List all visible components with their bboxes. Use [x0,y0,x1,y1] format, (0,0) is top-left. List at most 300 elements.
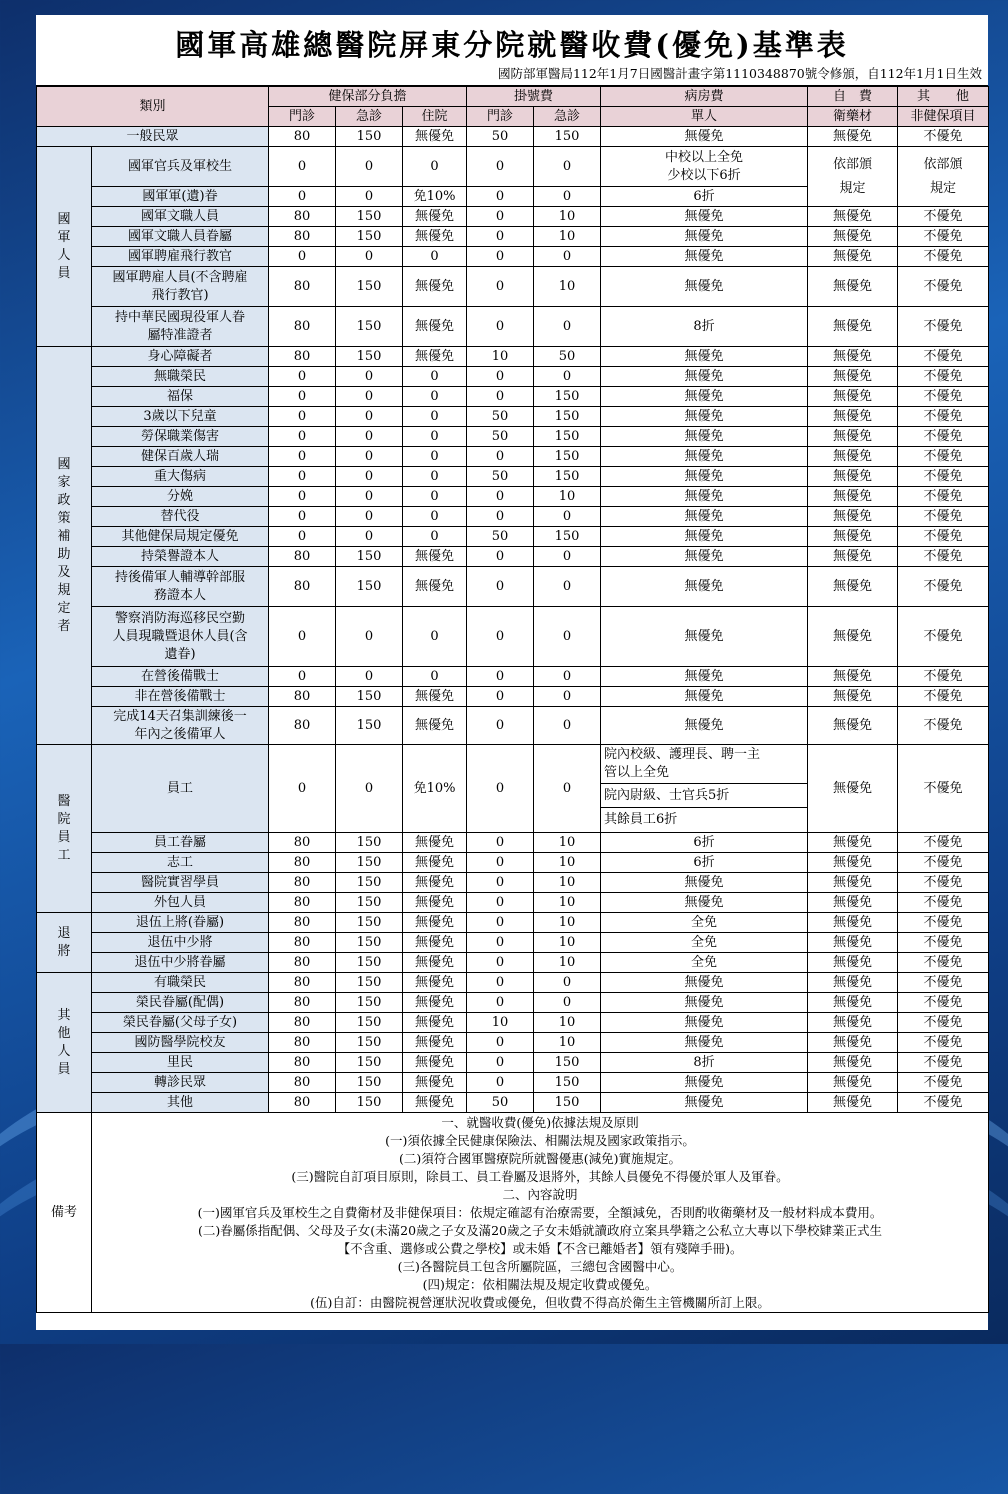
table-row [37,745,989,833]
inpatient-copay: 無優免 [403,893,467,913]
self-pay-supplies: 無優免 [808,853,898,873]
non-nhi-items: 不優免 [898,833,989,853]
reg-emergency: 0 [534,993,601,1013]
ward-fee: 無優免 [601,993,808,1013]
outpatient-copay: 80 [269,207,336,227]
self-pay-line: 規定 [839,180,866,196]
inpatient-copay: 無優免 [403,1033,467,1053]
outpatient-copay: 80 [269,993,336,1013]
reg-outpatient: 0 [467,147,534,187]
non-nhi-items: 不優免 [898,387,989,407]
reg-emergency: 0 [534,973,601,993]
self-pay-supplies: 無優免 [808,1033,898,1053]
category-name-line: 榮民眷屬(配偶) [135,994,225,1010]
category-name-line: 持榮譽證本人 [141,548,220,564]
reg-outpatient: 0 [467,993,534,1013]
table-row [37,833,989,853]
group-label-other: 其他人員 [37,973,92,1113]
non-nhi-items [898,147,989,207]
emergency-copay: 150 [336,953,403,973]
category-name [92,933,269,953]
non-nhi-items: 不優免 [898,745,989,833]
self-pay-supplies: 無優免 [808,267,898,307]
notes-body [92,1113,989,1313]
emergency-copay: 150 [336,1073,403,1093]
outpatient-copay: 80 [269,567,336,607]
non-nhi-items: 不優免 [898,547,989,567]
emergency-copay: 0 [336,607,403,667]
outpatient-copay: 80 [269,307,336,347]
table-row [37,427,989,447]
self-pay-supplies: 無優免 [808,547,898,567]
table-row [37,1053,989,1073]
outpatient-copay: 80 [269,893,336,913]
non-nhi-items: 不優免 [898,227,989,247]
ward-fee: 無優免 [601,127,808,147]
reg-outpatient: 0 [467,307,534,347]
category-name-line: 福保 [167,388,194,404]
category-name [92,687,269,707]
table-row [37,567,989,607]
category-name-line: 務證本人 [154,587,207,603]
outpatient-copay: 80 [269,1073,336,1093]
ward-fee: 無優免 [601,893,808,913]
non-nhi-items: 不優免 [898,127,989,147]
self-pay-supplies: 無優免 [808,687,898,707]
category-name [92,953,269,973]
category-name [92,347,269,367]
non-nhi-items: 不優免 [898,527,989,547]
table-row [37,1073,989,1093]
ward-fee: 無優免 [601,873,808,893]
category-name-line: 重大傷病 [154,468,207,484]
category-name-line: 在營後備戰士 [141,668,220,684]
emergency-copay: 150 [336,1033,403,1053]
reg-emergency: 0 [534,687,601,707]
inpatient-copay: 無優免 [403,127,467,147]
table-row [37,527,989,547]
category-name-line: 外包人員 [154,894,207,910]
inpatient-copay: 0 [403,247,467,267]
non-nhi-items: 不優免 [898,467,989,487]
inpatient-copay: 無優免 [403,833,467,853]
category-name [92,853,269,873]
emergency-copay: 150 [336,993,403,1013]
category-name-line: 志工 [167,854,194,870]
self-pay-supplies: 無優免 [808,1013,898,1033]
category-name: 一般民眾 [37,127,269,147]
reg-emergency: 10 [534,873,601,893]
table-row [37,913,989,933]
emergency-copay: 150 [336,207,403,227]
category-name [92,527,269,547]
inpatient-copay: 無優免 [403,1093,467,1113]
table-row [37,1093,989,1113]
self-pay-supplies: 無優免 [808,1093,898,1113]
category-name-line: 國軍文職人員 [141,208,220,224]
ward-fee: 無優免 [601,387,808,407]
reg-emergency: 0 [534,745,601,833]
reg-emergency: 150 [534,407,601,427]
reg-emergency: 10 [534,893,601,913]
table-row [37,227,989,247]
outpatient-copay: 0 [269,247,336,267]
emergency-copay: 150 [336,227,403,247]
non-nhi-items: 不優免 [898,1053,989,1073]
emergency-copay: 150 [336,547,403,567]
ward-fee: 6折 [601,833,808,853]
category-name-line: 里民 [167,1054,194,1070]
reg-outpatient: 0 [467,247,534,267]
category-name [92,1093,269,1113]
emergency-copay: 150 [336,127,403,147]
inpatient-copay: 0 [403,467,467,487]
reg-outpatient: 10 [467,1013,534,1033]
inpatient-copay: 無優免 [403,973,467,993]
header-single-room: 單人 [601,107,808,127]
inpatient-copay: 無優免 [403,913,467,933]
emergency-copay: 150 [336,1053,403,1073]
non-nhi-items: 不優免 [898,1033,989,1053]
inpatient-copay: 0 [403,527,467,547]
category-name [92,547,269,567]
emergency-copay: 150 [336,687,403,707]
table-row [37,487,989,507]
ward-fee: 全免 [601,953,808,973]
reg-emergency: 0 [534,247,601,267]
self-pay-supplies: 無優免 [808,973,898,993]
category-name: 國軍軍(遺)眷 [92,187,269,207]
reg-emergency: 10 [534,953,601,973]
reg-outpatient: 0 [467,1073,534,1093]
self-pay-supplies: 無優免 [808,1073,898,1093]
reg-emergency: 150 [534,467,601,487]
non-nhi-items: 不優免 [898,567,989,607]
reg-emergency: 10 [534,267,601,307]
reg-outpatient: 50 [467,427,534,447]
header-reg-emergency: 急診 [534,107,601,127]
ward-fee-tier: 其餘員工6折 [604,811,678,827]
reg-outpatient: 0 [467,207,534,227]
reg-outpatient: 0 [467,447,534,467]
reg-emergency: 10 [534,853,601,873]
ward-fee: 無優免 [601,407,808,427]
category-name-line: 飛行教官) [151,287,209,303]
emergency-copay: 0 [336,187,403,207]
category-name-line: 其他健保局規定優免 [121,528,239,544]
non-nhi-items: 不優免 [898,913,989,933]
emergency-copay: 150 [336,707,403,745]
inpatient-copay: 無優免 [403,567,467,607]
non-nhi-items: 不優免 [898,993,989,1013]
ward-fee-tier: 院內尉級、士官兵5折 [601,784,807,808]
non-nhi-items: 不優免 [898,893,989,913]
non-nhi-items: 不優免 [898,873,989,893]
category-name [92,873,269,893]
table-row [37,973,989,993]
reg-outpatient: 0 [467,607,534,667]
table-row [37,687,989,707]
self-pay-supplies: 無優免 [808,467,898,487]
category-name-line: 勞保職業傷害 [141,428,220,444]
note-line: (二)須符合國軍醫療院所就醫優惠(減免)實施規定。 [399,1150,682,1166]
ward-fee: 無優免 [601,567,808,607]
inpatient-copay: 無優免 [403,1073,467,1093]
reg-emergency: 150 [534,527,601,547]
self-pay-supplies: 無優免 [808,507,898,527]
note-line: (一)須依據全民健康保險法、相關法規及國家政策指示。 [385,1132,695,1148]
outpatient-copay: 0 [269,427,336,447]
category-name [92,973,269,993]
table-row [37,367,989,387]
inpatient-copay: 0 [403,447,467,467]
reg-outpatient: 0 [467,707,534,745]
reg-emergency: 10 [534,1013,601,1033]
emergency-copay: 150 [336,347,403,367]
category-name [92,487,269,507]
self-pay-supplies: 無優免 [808,1053,898,1073]
category-name-line: 年內之後備軍人 [134,726,226,742]
ward-fee: 無優免 [601,467,808,487]
group-label-retired: 退將 [37,913,92,973]
self-pay-supplies: 無優免 [808,527,898,547]
outpatient-copay: 80 [269,833,336,853]
outpatient-copay: 80 [269,1053,336,1073]
outpatient-copay: 0 [269,667,336,687]
category-name [92,833,269,853]
reg-outpatient: 0 [467,267,534,307]
outpatient-copay: 80 [269,933,336,953]
outpatient-copay: 0 [269,745,336,833]
self-pay-line: 依部頒 [833,156,873,172]
reg-outpatient: 0 [467,913,534,933]
ward-fee: 無優免 [601,973,808,993]
inpatient-copay: 無優免 [403,307,467,347]
inpatient-copay: 0 [403,427,467,447]
ward-fee: 無優免 [601,267,808,307]
inpatient-copay: 免10% [403,187,467,207]
outpatient-copay: 0 [269,527,336,547]
outpatient-copay: 0 [269,447,336,467]
reg-emergency: 0 [534,507,601,527]
table-row [37,447,989,467]
category-name [92,1053,269,1073]
category-name [92,567,269,607]
ward-fee-tier [601,746,807,784]
category-name-line: 非在營後備戰士 [134,688,226,704]
ward-fee: 無優免 [601,347,808,367]
reg-emergency: 0 [534,567,601,607]
reg-emergency: 0 [534,547,601,567]
outpatient-copay: 80 [269,267,336,307]
reg-outpatient: 0 [467,687,534,707]
reg-emergency: 10 [534,913,601,933]
inpatient-copay: 無優免 [403,547,467,567]
page-title: 國軍高雄總醫院屏東分院就醫收費(優免)基準表 [175,28,849,62]
self-pay-supplies [808,147,898,207]
emergency-copay: 150 [336,973,403,993]
ward-fee-line: 中校以上全免 [665,149,744,165]
inpatient-copay: 免10% [403,745,467,833]
non-nhi-items: 不優免 [898,687,989,707]
non-nhi-line: 依部頒 [923,156,963,172]
reg-outpatient: 0 [467,567,534,607]
ward-fee: 無優免 [601,227,808,247]
self-pay-supplies: 無優免 [808,207,898,227]
outpatient-copay: 0 [269,407,336,427]
outpatient-copay: 80 [269,1013,336,1033]
category-name-line: 醫院實習學員 [141,874,220,890]
reg-outpatient: 50 [467,407,534,427]
table-row [37,1013,989,1033]
inpatient-copay: 無優免 [403,227,467,247]
table-row [37,207,989,227]
outpatient-copay: 80 [269,707,336,745]
fee-table [36,86,989,1313]
table-row [37,347,989,367]
header-emergency: 急診 [336,107,403,127]
reg-outpatient: 0 [467,227,534,247]
group-label-policy: 國家政策補助及規定者 [37,347,92,745]
reg-emergency: 150 [534,387,601,407]
emergency-copay: 150 [336,913,403,933]
ward-fee: 無優免 [601,1073,808,1093]
category-name: 員工 [92,745,269,833]
reg-outpatient: 50 [467,1093,534,1113]
category-name-line: 遺眷) [164,646,196,662]
reg-outpatient: 0 [467,1053,534,1073]
self-pay-supplies: 無優免 [808,893,898,913]
emergency-copay: 150 [336,1093,403,1113]
non-nhi-items: 不優免 [898,427,989,447]
self-pay-supplies: 無優免 [808,993,898,1013]
ward-fee: 8折 [601,307,808,347]
note-line: (三)各醫院員工包含所屬院區，三總包含國醫中心。 [397,1258,683,1274]
ward-fee: 無優免 [601,427,808,447]
table-row [37,387,989,407]
outpatient-copay: 80 [269,547,336,567]
non-nhi-items: 不優免 [898,607,989,667]
emergency-copay: 150 [336,833,403,853]
non-nhi-items: 不優免 [898,667,989,687]
category-name-line: 國防醫學院校友 [134,1034,226,1050]
ward-fee: 無優免 [601,447,808,467]
category-name [92,507,269,527]
outpatient-copay: 0 [269,487,336,507]
note-line: (三)醫院自訂項目原則，除員工、員工眷屬及退將外，其餘人員優免不得優於軍人及軍眷。 [291,1168,789,1184]
note-line: 二、內容說明 [502,1186,578,1202]
outpatient-copay: 80 [269,853,336,873]
self-pay-supplies: 無優免 [808,247,898,267]
ward-fee: 無優免 [601,1013,808,1033]
outpatient-copay: 0 [269,607,336,667]
category-name-line: 國軍聘雇人員(不含聘雇 [112,269,248,285]
table-row [37,467,989,487]
reg-outpatient: 50 [467,527,534,547]
self-pay-supplies: 無優免 [808,833,898,853]
self-pay-supplies: 無優免 [808,707,898,745]
inpatient-copay: 無優免 [403,933,467,953]
header-ward-fee: 病房費 [601,87,808,107]
ward-fee: 6折 [601,853,808,873]
emergency-copay: 150 [336,267,403,307]
ward-fee-line: 管以上全免 [604,764,670,780]
category-name [92,407,269,427]
group-label-military: 國軍人員 [37,147,92,347]
outpatient-copay: 80 [269,127,336,147]
emergency-copay: 0 [336,407,403,427]
emergency-copay: 150 [336,853,403,873]
category-name-line: 轉診民眾 [154,1074,207,1090]
non-nhi-items: 不優免 [898,407,989,427]
emergency-copay: 150 [336,1013,403,1033]
reg-emergency: 150 [534,1053,601,1073]
self-pay-supplies: 無優免 [808,667,898,687]
inpatient-copay: 0 [403,407,467,427]
category-name-line: 退伍中少將眷屬 [134,954,226,970]
outpatient-copay: 80 [269,973,336,993]
inpatient-copay: 0 [403,667,467,687]
outpatient-copay: 0 [269,147,336,187]
category-name [92,607,269,667]
reg-emergency: 0 [534,667,601,687]
header-self-pay: 自 費 [808,87,898,107]
self-pay-supplies: 無優免 [808,873,898,893]
reg-outpatient: 0 [467,507,534,527]
reg-outpatient: 0 [467,187,534,207]
ward-fee: 無優免 [601,667,808,687]
category-name-line: 國軍聘雇飛行教官 [128,248,233,264]
ward-fee-line: 少校以下6折 [667,167,741,183]
reg-outpatient: 50 [467,467,534,487]
non-nhi-items: 不優免 [898,507,989,527]
reg-outpatient: 0 [467,933,534,953]
reg-outpatient: 10 [467,347,534,367]
inpatient-copay: 無優免 [403,207,467,227]
non-nhi-line: 規定 [930,180,957,196]
outpatient-copay: 0 [269,507,336,527]
reg-emergency: 150 [534,447,601,467]
ward-fee: 無優免 [601,687,808,707]
emergency-copay: 0 [336,387,403,407]
category-name [92,913,269,933]
inpatient-copay: 無優免 [403,993,467,1013]
emergency-copay: 0 [336,247,403,267]
self-pay-supplies: 無優免 [808,745,898,833]
non-nhi-items: 不優免 [898,247,989,267]
emergency-copay: 150 [336,567,403,607]
note-line: 【不含重、選修或公費之學校】或未婚【不含已離婚者】領有殘障手冊)。 [337,1240,743,1256]
category-name [92,1073,269,1093]
category-name-line: 其他 [167,1094,194,1110]
inpatient-copay: 無優免 [403,853,467,873]
sheet-header [36,15,988,86]
category-name [92,227,269,247]
non-nhi-items: 不優免 [898,1013,989,1033]
reg-outpatient: 0 [467,873,534,893]
non-nhi-items: 不優免 [898,1093,989,1113]
table-row [37,127,989,147]
inpatient-copay: 無優免 [403,953,467,973]
self-pay-supplies: 無優免 [808,407,898,427]
self-pay-supplies: 無優免 [808,447,898,467]
reg-outpatient: 0 [467,367,534,387]
reg-emergency: 150 [534,127,601,147]
reg-outpatient: 0 [467,667,534,687]
category-name [92,467,269,487]
category-name-line: 退伍上將(眷屬) [135,914,225,930]
header-medical-supplies: 衛藥材 [808,107,898,127]
